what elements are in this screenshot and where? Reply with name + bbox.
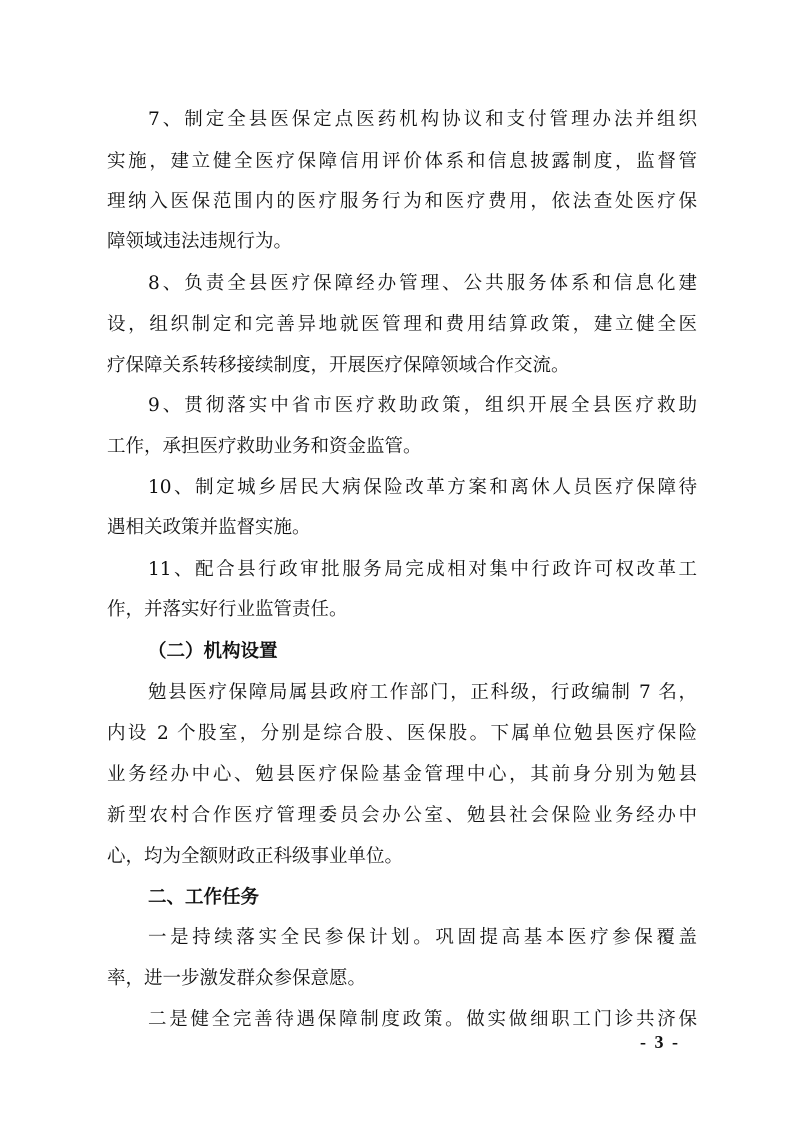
p9-line-1: 9、贯彻落实中省市医疗救助政策，组织开展全县医疗救助 (148, 395, 697, 416)
section-heading-tasks: 二、工作任务 (148, 887, 260, 908)
org-line-5: 心，均为全额财政正科级事业单位。 (107, 846, 404, 867)
page-number: - 3 - (640, 1032, 680, 1052)
p7-line-3: 理纳入医保范围内的医疗服务行为和医疗费用，依法查处医疗保 (107, 191, 697, 212)
p11-line-2: 作，并落实好行业监管责任。 (107, 599, 348, 620)
p7-line-1: 7、制定全县医保定点医药机构协议和支付管理办法并组织 (148, 109, 697, 130)
task2-line-1: 二是健全完善待遇保障制度政策。做实做细职工门诊共济保 (148, 1009, 697, 1030)
p8-line-3: 疗保障关系转移接续制度，开展医疗保障领域合作交流。 (107, 355, 570, 376)
task1-line-1: 一是持续落实全民参保计划。巩固提高基本医疗参保覆盖 (148, 927, 697, 948)
org-line-3: 业务经办中心、勉县医疗保险基金管理中心，其前身分别为勉县 (107, 764, 697, 785)
p10-line-1: 10、制定城乡居民大病保险改革方案和离休人员医疗保障待 (148, 477, 697, 498)
p7-line-4: 障领域违法违规行为。 (107, 231, 293, 252)
p9-line-2: 工作，承担医疗救助业务和资金监管。 (107, 436, 422, 457)
section-heading-org: （二）机构设置 (148, 641, 278, 662)
p8-line-1: 8、负责全县医疗保障经办管理、公共服务体系和信息化建 (148, 273, 697, 294)
p7-line-2: 实施，建立健全医疗保障信用评价体系和信息披露制度，监督管 (107, 151, 697, 172)
p8-line-2: 设，组织制定和完善异地就医管理和费用结算政策，建立健全医 (107, 314, 697, 335)
task1-line-2: 率，进一步激发群众参保意愿。 (107, 968, 367, 989)
org-line-1: 勉县医疗保障局属县政府工作部门，正科级，行政编制 7 名， (148, 682, 697, 703)
p10-line-2: 遇相关政策并监督实施。 (107, 517, 311, 538)
p11-line-1: 11、配合县行政审批服务局完成相对集中行政许可权改革工 (148, 559, 697, 580)
org-line-2: 内设 2 个股室，分别是综合股、医保股。下属单位勉县医疗保险 (107, 723, 697, 744)
org-line-4: 新型农村合作医疗管理委员会办公室、勉县社会保险业务经办中 (107, 805, 697, 826)
